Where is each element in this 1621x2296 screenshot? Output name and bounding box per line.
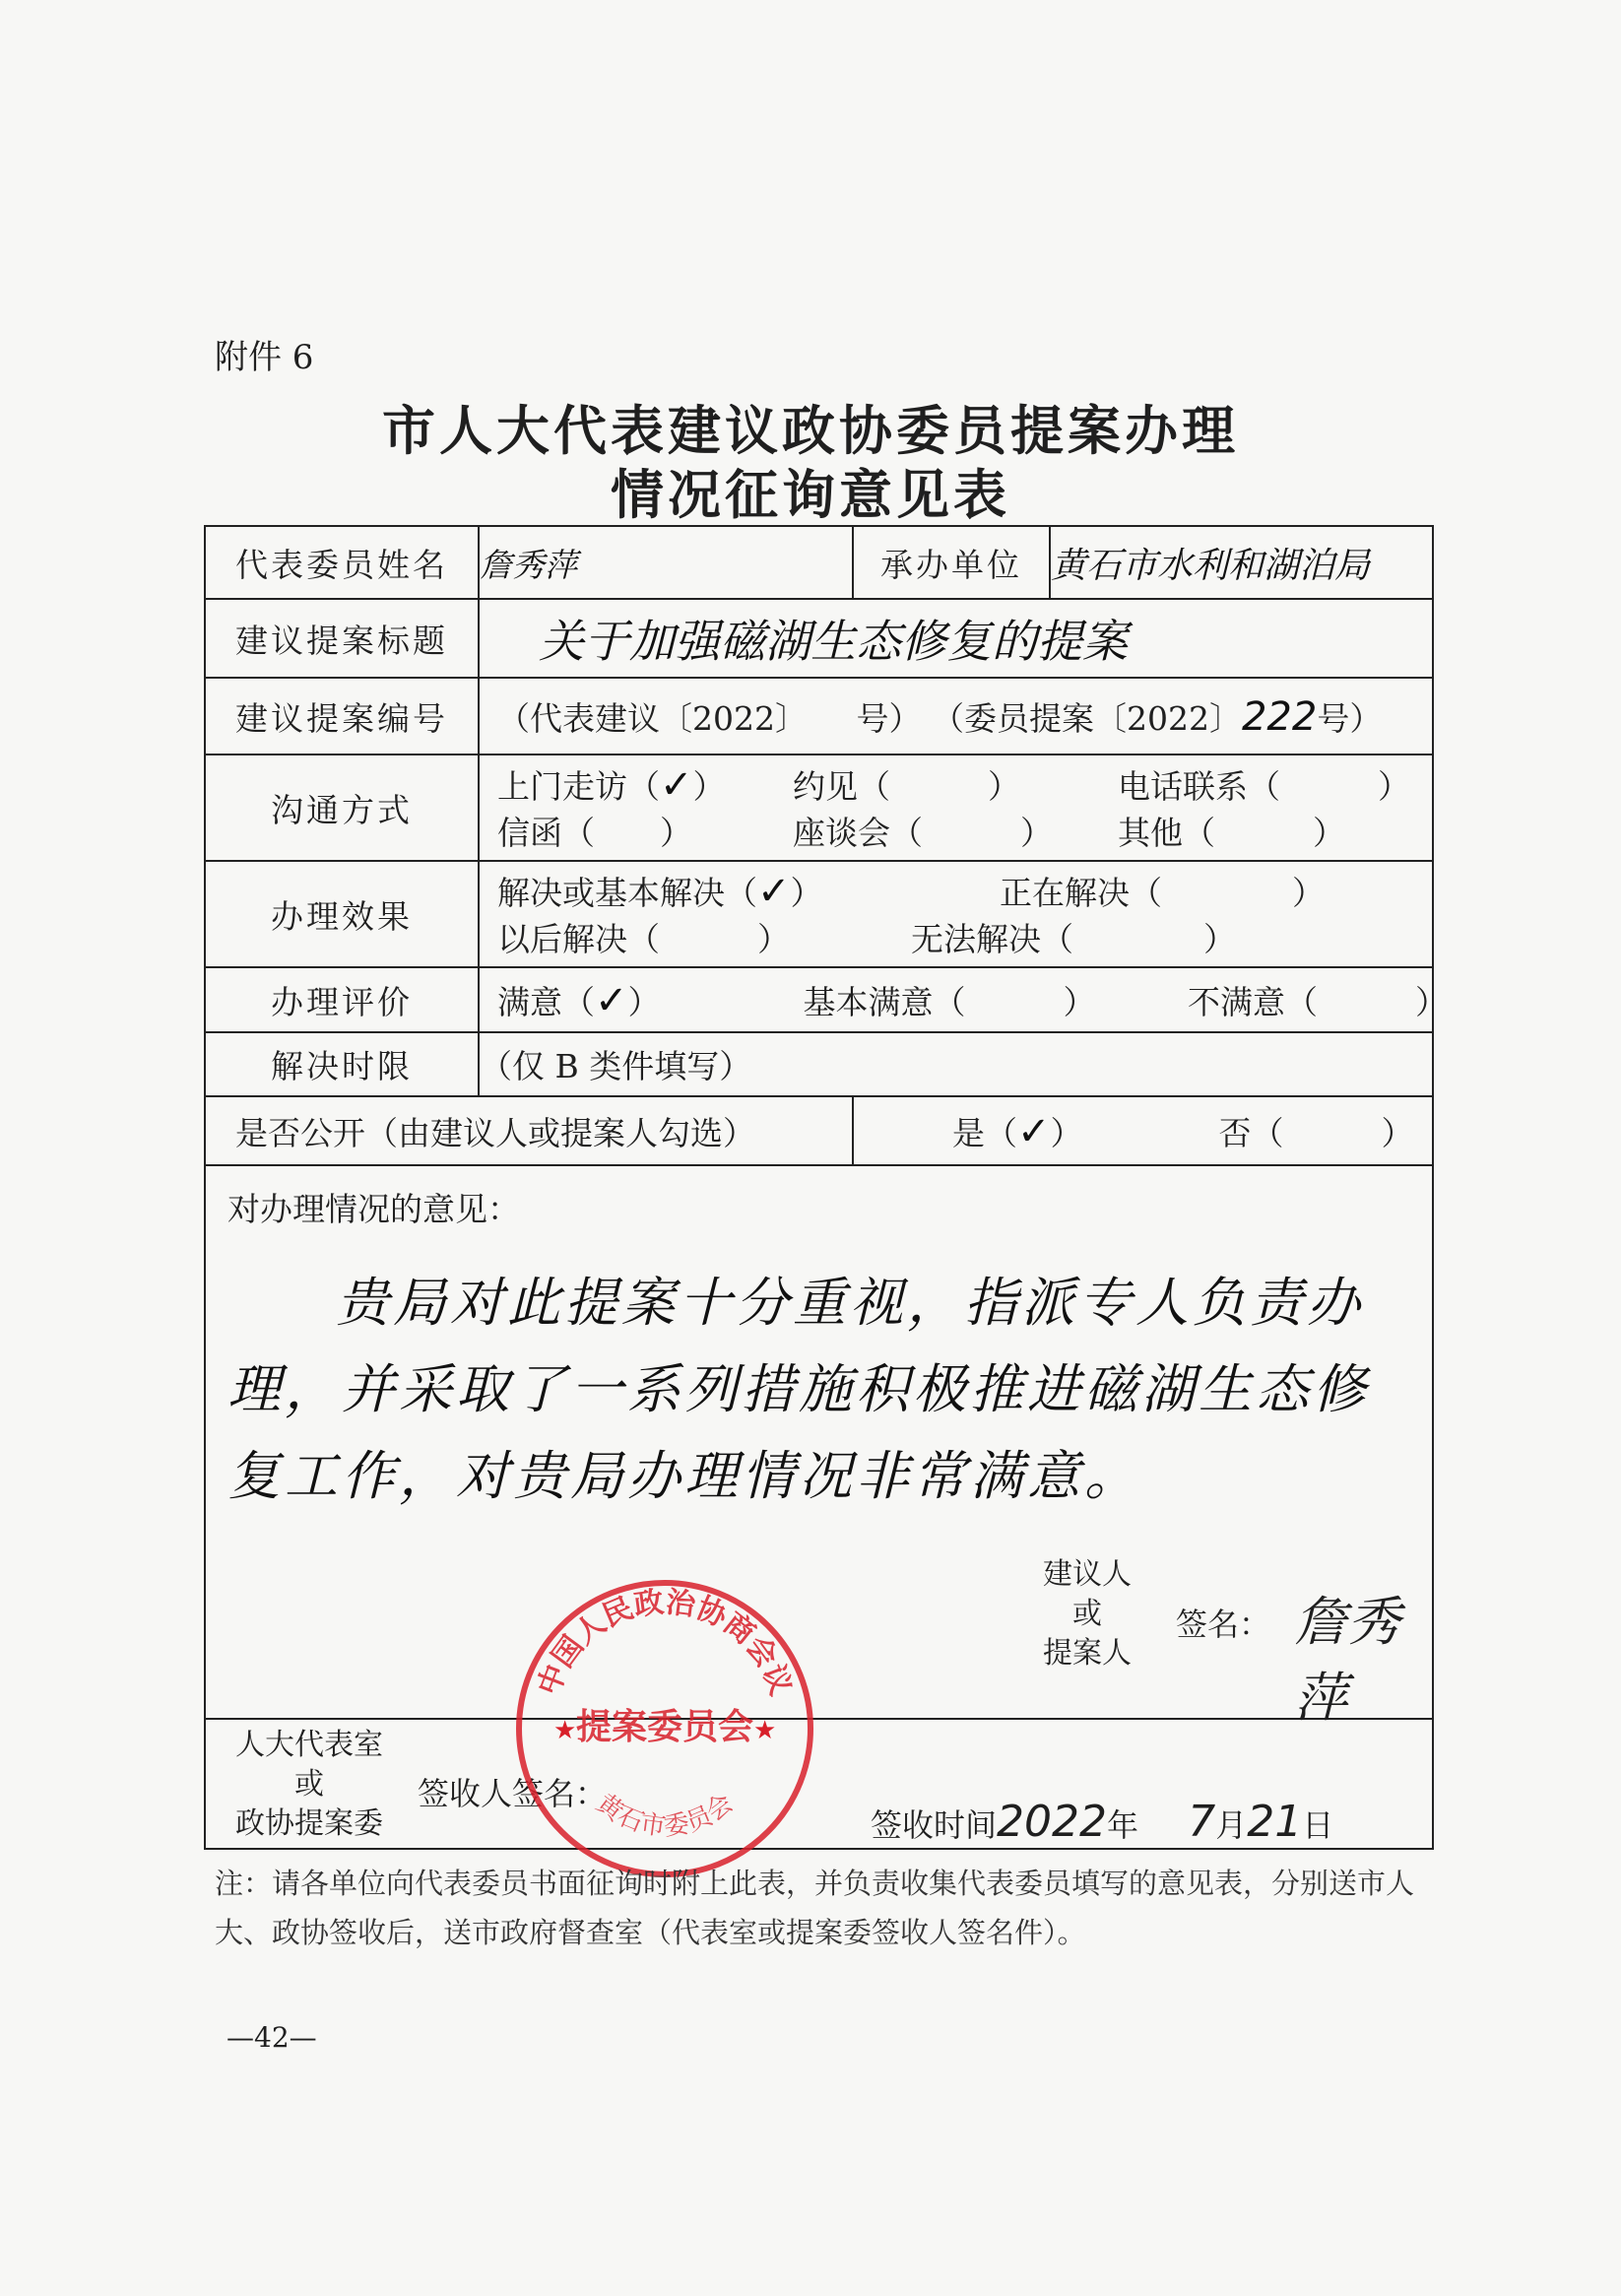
topic-label: 建议提案标题 [205, 599, 479, 678]
number-label: 建议提案编号 [205, 678, 479, 754]
seal-star-right-icon: ★ [753, 1716, 777, 1745]
receipt-time-label: 签收时间 [871, 1806, 998, 1844]
name-value[interactable]: 詹秀萍 [479, 526, 853, 599]
comm-options [479, 754, 1433, 861]
opinion-form-table [204, 525, 1448, 1850]
row-effect [205, 861, 1433, 967]
page-number: —42— [227, 2021, 317, 2054]
row-opinion [205, 1165, 1433, 1719]
seal-ring-text: 中国人民政治协商会议 [531, 1585, 799, 1700]
comm-letter[interactable]: 信函（ ） [497, 814, 692, 852]
unit-label: 承办单位 [853, 526, 1050, 599]
deadline-label: 解决时限 [205, 1032, 479, 1096]
receipt-year-unit: 年 [1107, 1806, 1139, 1844]
sign-label: 签名： [1176, 1606, 1271, 1643]
comm-forum[interactable]: 座谈会（ ） [793, 814, 1053, 852]
number-cell [479, 678, 1433, 754]
effect-solved[interactable]: 解决或基本解决（✓） [497, 869, 823, 914]
row-evaluation [205, 967, 1433, 1032]
number-mem-value[interactable]: 222 [1241, 693, 1318, 740]
public-yes[interactable]: 是（✓） [952, 1108, 1083, 1154]
opinion-text[interactable]: 贵局对此提案十分重视，指派专人负责办理，并采取了一系列措施积极推进磁湖生态修复工作，对贵局办理情况非常满意。 [227, 1272, 1370, 1507]
number-mem-prefix: （委员提案〔2022〕 [931, 698, 1242, 738]
effect-solving[interactable]: 正在解决（ ） [1000, 874, 1325, 912]
number-mem-suffix: 号） [1317, 698, 1383, 738]
public-label: 是否公开（由建议人或提案人勾选） [205, 1096, 853, 1165]
effect-later[interactable]: 以后解决（ ） [497, 920, 790, 958]
seal-star-left-icon: ★ [553, 1716, 577, 1745]
receipt-day[interactable]: 21 [1247, 1797, 1303, 1847]
row-public [205, 1096, 1433, 1165]
receipt-cell [205, 1719, 1433, 1849]
row-communication [205, 754, 1433, 861]
public-options [853, 1096, 1433, 1165]
receipt-month-unit: 月 [1215, 1806, 1248, 1844]
eval-label: 办理评价 [205, 967, 479, 1032]
annex-label: 附件 6 [215, 338, 314, 377]
proposer-label: 建议人 或 提案人 [1043, 1557, 1132, 1671]
public-yes-check: ✓ [1017, 1108, 1051, 1154]
receipt-day-unit: 日 [1302, 1806, 1334, 1844]
row-number [205, 678, 1433, 754]
effect-label: 办理效果 [205, 861, 479, 967]
seal-bottom-text: 黄石市委员会 [590, 1788, 740, 1843]
receipt-sign-label: 签收人签名： [418, 1775, 608, 1812]
comm-visit[interactable]: 上门走访（✓） [497, 762, 726, 808]
form-title-line2: 情况征询意见表 [611, 463, 1010, 526]
topic-value[interactable]: 关于加强磁湖生态修复的提案 [479, 599, 1433, 678]
committee-seal-stamp [512, 1576, 817, 1881]
deadline-note: （仅 B 类件填写） [479, 1032, 1433, 1096]
comm-other[interactable]: 其他（ ） [1118, 814, 1345, 852]
comm-visit-check: ✓ [660, 762, 693, 808]
footnote: 注：请各单位向代表委员书面征询时附上此表，并负责收集代表委员填写的意见表，分别送市人大、政协签收后，送市政府督查室（代表室或提案委签收人签名件）。 [215, 1867, 1415, 1949]
eval-unsatisfied[interactable]: 不满意（ ） [1188, 982, 1448, 1021]
comm-label: 沟通方式 [205, 754, 479, 861]
eval-satisfied[interactable]: 满意（✓） [497, 977, 661, 1023]
number-rep: （代表建议〔2022〕 号） [497, 698, 922, 738]
row-receipt [205, 1719, 1433, 1849]
comm-phone[interactable]: 电话联系（ ） [1118, 767, 1410, 806]
receipt-year[interactable]: 2022 [997, 1797, 1107, 1847]
public-no[interactable]: 否（ ） [1218, 1113, 1414, 1152]
unit-value[interactable]: 黄石市水利和湖泊局 [1050, 526, 1433, 599]
receipt-office-label: 人大代表室 或 政协提案委 [235, 1728, 383, 1841]
effect-solved-check: ✓ [757, 869, 791, 914]
seal-center-text: 提案委员会 [575, 1707, 754, 1747]
opinion-label: 对办理情况的意见： [227, 1190, 520, 1228]
effect-options [479, 861, 1433, 967]
comm-meet[interactable]: 约见（ ） [793, 767, 1020, 806]
eval-satisfied-check: ✓ [595, 977, 628, 1023]
row-topic [205, 599, 1433, 678]
row-name-unit [205, 526, 1433, 599]
name-label: 代表委员姓名 [205, 526, 479, 599]
receipt-time [871, 1797, 1333, 1847]
receipt-month[interactable]: 7 [1188, 1797, 1216, 1847]
eval-options [479, 967, 1448, 1032]
row-deadline [205, 1032, 1433, 1096]
form-title-line1: 市人大代表建议政协委员提案办理 [382, 399, 1239, 462]
eval-basic[interactable]: 基本满意（ ） [803, 982, 1096, 1021]
proposer-signature[interactable]: 詹秀萍 [1294, 1591, 1400, 1729]
effect-unable[interactable]: 无法解决（ ） [911, 920, 1236, 958]
